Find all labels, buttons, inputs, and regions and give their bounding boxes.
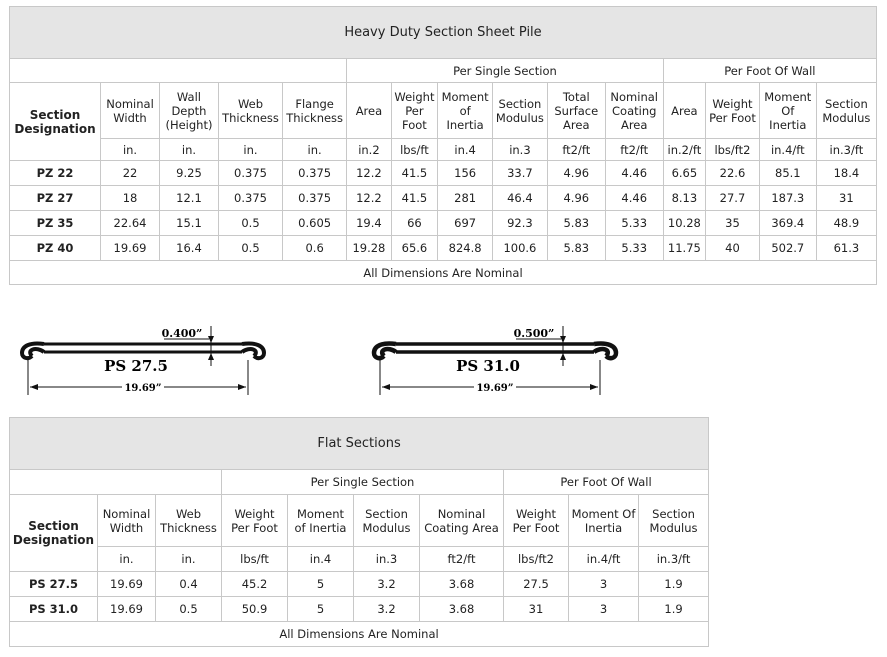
table-footer: All Dimensions Are Nominal <box>10 261 877 285</box>
column-header: Flange Thickness <box>283 83 347 139</box>
column-header: Weight Per Foot <box>391 83 438 139</box>
column-header: Area <box>663 83 705 139</box>
column-unit: in. <box>98 547 156 572</box>
table-cell: 502.7 <box>759 236 816 261</box>
column-header: Section Modulus <box>493 83 548 139</box>
table-cell: 9.25 <box>159 161 218 186</box>
table-title: Flat Sections <box>10 418 709 470</box>
column-header: Section Modulus <box>816 83 876 139</box>
table-cell: 22.64 <box>101 211 160 236</box>
table-cell: 41.5 <box>391 161 438 186</box>
table-cell: 4.46 <box>605 161 663 186</box>
table-cell: 0.375 <box>283 186 347 211</box>
table-cell: 5 <box>288 572 354 597</box>
table-cell: 19.69 <box>98 572 156 597</box>
column-header: Web Thickness <box>156 495 222 547</box>
table-cell: 0.375 <box>283 161 347 186</box>
table-cell: 3.2 <box>354 597 420 622</box>
table-cell: 35 <box>706 211 760 236</box>
column-unit: in.4/ft <box>569 547 639 572</box>
table-cell: 0.375 <box>218 186 282 211</box>
column-header: Area <box>347 83 391 139</box>
section-label: PS 27.5 <box>104 357 168 375</box>
column-unit: lbs/ft2 <box>504 547 569 572</box>
table-cell: 85.1 <box>759 161 816 186</box>
table-cell: 100.6 <box>493 236 548 261</box>
table-row <box>10 211 877 236</box>
table-cell: 66 <box>391 211 438 236</box>
table-cell: 19.69 <box>101 236 160 261</box>
table-cell: 697 <box>438 211 493 236</box>
heavy-duty-sheet-pile-table <box>9 6 877 285</box>
group-header-single: Per Single Section <box>347 59 663 83</box>
row-designation: PS 27.5 <box>10 572 98 597</box>
table-cell: 41.5 <box>391 186 438 211</box>
column-unit: in.4 <box>288 547 354 572</box>
width-label: 19.69” <box>476 383 514 394</box>
table-cell: 33.7 <box>493 161 548 186</box>
table-row <box>10 572 709 597</box>
table-cell: 824.8 <box>438 236 493 261</box>
ps-31-0-section-drawing <box>366 320 641 400</box>
table-cell: 4.96 <box>547 186 605 211</box>
column-header: Moment of Inertia <box>288 495 354 547</box>
table-cell: 65.6 <box>391 236 438 261</box>
table-cell: 22.6 <box>706 161 760 186</box>
table-cell: 3.68 <box>420 572 504 597</box>
table-title: Heavy Duty Section Sheet Pile <box>10 7 877 59</box>
row-designation: PZ 22 <box>10 161 101 186</box>
column-unit: in. <box>283 139 347 161</box>
column-unit: in. <box>159 139 218 161</box>
column-header: Nominal Width <box>98 495 156 547</box>
column-unit: in.3 <box>354 547 420 572</box>
table-cell: 0.4 <box>156 572 222 597</box>
row-designation: PZ 27 <box>10 186 101 211</box>
column-unit: in.4/ft <box>759 139 816 161</box>
table-cell: 15.1 <box>159 211 218 236</box>
table-cell: 16.4 <box>159 236 218 261</box>
column-header: Moment Of Inertia <box>569 495 639 547</box>
table-cell: 50.9 <box>222 597 288 622</box>
ps-27-5-section-drawing <box>14 320 289 400</box>
group-header-blank <box>10 470 222 495</box>
table-cell: 45.2 <box>222 572 288 597</box>
table-cell: 1.9 <box>639 572 709 597</box>
row-designation: PZ 35 <box>10 211 101 236</box>
table-footer: All Dimensions Are Nominal <box>10 622 709 647</box>
column-unit: ft2/ft <box>605 139 663 161</box>
table-cell: 6.65 <box>663 161 705 186</box>
column-header: Web Thickness <box>218 83 282 139</box>
column-unit: lbs/ft2 <box>706 139 760 161</box>
table-cell: 48.9 <box>816 211 876 236</box>
table-cell: 5.33 <box>605 236 663 261</box>
column-header: Weight Per Foot <box>504 495 569 547</box>
table-cell: 0.605 <box>283 211 347 236</box>
row-designation: PZ 40 <box>10 236 101 261</box>
table-cell: 1.9 <box>639 597 709 622</box>
table-cell: 0.6 <box>283 236 347 261</box>
column-unit: lbs/ft <box>391 139 438 161</box>
section-label: PS 31.0 <box>456 357 520 375</box>
table-cell: 92.3 <box>493 211 548 236</box>
table-cell: 5 <box>288 597 354 622</box>
table-cell: 281 <box>438 186 493 211</box>
table-cell: 0.5 <box>156 597 222 622</box>
table-cell: 11.75 <box>663 236 705 261</box>
column-unit: in.2/ft <box>663 139 705 161</box>
table-cell: 0.375 <box>218 161 282 186</box>
table-cell: 12.2 <box>347 161 391 186</box>
row-designation: PS 31.0 <box>10 597 98 622</box>
table-row <box>10 597 709 622</box>
column-header: Wall Depth (Height) <box>159 83 218 139</box>
table-cell: 18 <box>101 186 160 211</box>
column-header: Nominal Width <box>101 83 160 139</box>
column-header: Nominal Coating Area <box>420 495 504 547</box>
column-unit: in.2 <box>347 139 391 161</box>
column-unit: in.3/ft <box>816 139 876 161</box>
table-cell: 31 <box>816 186 876 211</box>
table-cell: 3.2 <box>354 572 420 597</box>
column-header: Moment of Inertia <box>438 83 493 139</box>
column-header: Total Surface Area <box>547 83 605 139</box>
table-cell: 19.69 <box>98 597 156 622</box>
column-unit: in. <box>218 139 282 161</box>
table-cell: 3.68 <box>420 597 504 622</box>
column-unit: in.4 <box>438 139 493 161</box>
table-cell: 61.3 <box>816 236 876 261</box>
table-cell: 18.4 <box>816 161 876 186</box>
table-row <box>10 161 877 186</box>
flat-sections-table <box>9 417 709 647</box>
table-cell: 5.83 <box>547 211 605 236</box>
column-unit: in. <box>156 547 222 572</box>
column-unit: in. <box>101 139 160 161</box>
table-cell: 8.13 <box>663 186 705 211</box>
table-cell: 187.3 <box>759 186 816 211</box>
designation-header: Section Designation <box>10 495 98 572</box>
group-header-wall: Per Foot Of Wall <box>504 470 709 495</box>
thickness-label: 0.400” <box>161 327 203 340</box>
table-cell: 22 <box>101 161 160 186</box>
designation-header: Section Designation <box>10 83 101 161</box>
table-row <box>10 186 877 211</box>
table-cell: 27.7 <box>706 186 760 211</box>
column-header: Nominal Coating Area <box>605 83 663 139</box>
table-cell: 0.5 <box>218 211 282 236</box>
column-header: Moment Of Inertia <box>759 83 816 139</box>
table-cell: 156 <box>438 161 493 186</box>
column-unit: in.3 <box>493 139 548 161</box>
table-cell: 19.28 <box>347 236 391 261</box>
column-unit: lbs/ft <box>222 547 288 572</box>
table-cell: 40 <box>706 236 760 261</box>
column-header: Section Modulus <box>354 495 420 547</box>
table-cell: 5.33 <box>605 211 663 236</box>
table-cell: 0.5 <box>218 236 282 261</box>
table-cell: 3 <box>569 597 639 622</box>
column-header: Weight Per Foot <box>706 83 760 139</box>
table-cell: 27.5 <box>504 572 569 597</box>
table-row <box>10 236 877 261</box>
column-header: Weight Per Foot <box>222 495 288 547</box>
column-unit: in.3/ft <box>639 547 709 572</box>
column-unit: ft2/ft <box>547 139 605 161</box>
table-cell: 369.4 <box>759 211 816 236</box>
thickness-label: 0.500” <box>513 327 555 340</box>
table-cell: 10.28 <box>663 211 705 236</box>
group-header-wall: Per Foot Of Wall <box>663 59 876 83</box>
group-header-single: Per Single Section <box>222 470 504 495</box>
table-cell: 19.4 <box>347 211 391 236</box>
table-cell: 46.4 <box>493 186 548 211</box>
table-cell: 5.83 <box>547 236 605 261</box>
width-label: 19.69” <box>124 383 162 394</box>
table-cell: 12.1 <box>159 186 218 211</box>
table-cell: 3 <box>569 572 639 597</box>
table-cell: 12.2 <box>347 186 391 211</box>
table-cell: 4.96 <box>547 161 605 186</box>
column-header: Section Modulus <box>639 495 709 547</box>
group-header-blank <box>10 59 347 83</box>
table-cell: 4.46 <box>605 186 663 211</box>
table-cell: 31 <box>504 597 569 622</box>
column-unit: ft2/ft <box>420 547 504 572</box>
